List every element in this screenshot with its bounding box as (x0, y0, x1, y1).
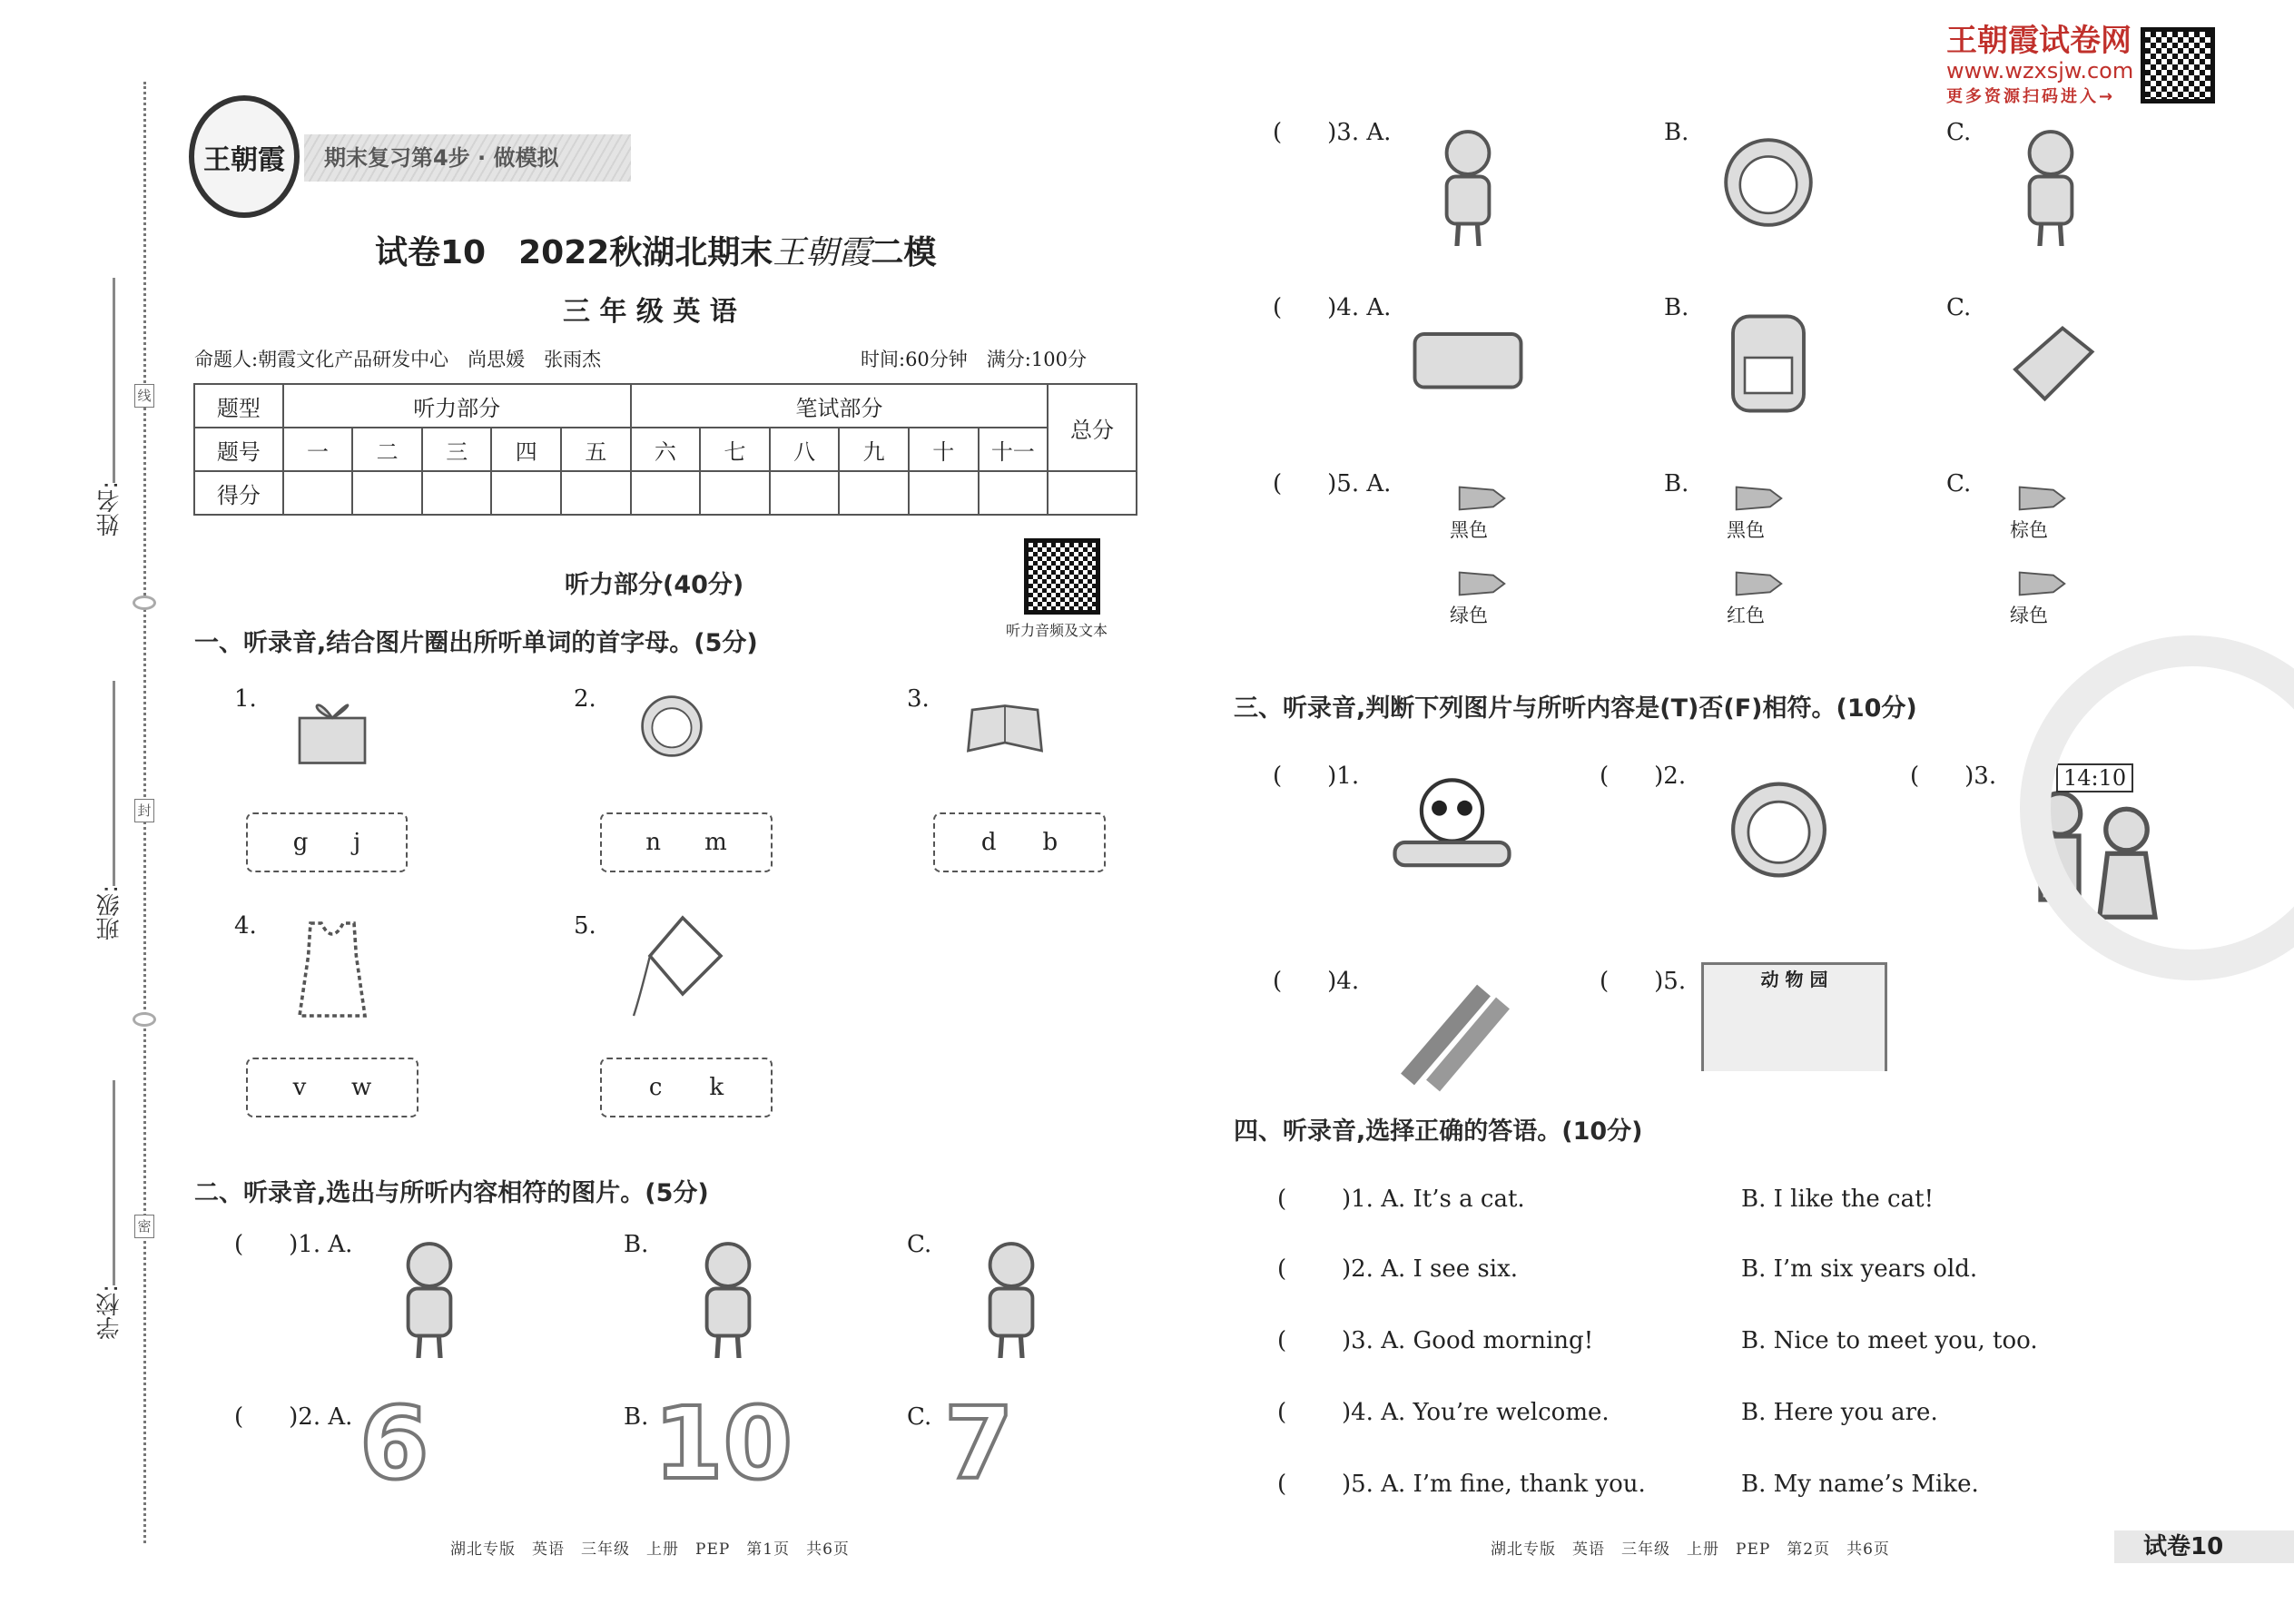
brand-qr-code[interactable] (2141, 27, 2215, 103)
letter-option[interactable]: n (645, 829, 661, 856)
answer-paren[interactable]: ( (1277, 1399, 1287, 1426)
question-row: ( )1. (1273, 763, 1360, 790)
kite-picture (608, 912, 735, 1021)
score-table: 题型 听力部分 笔试部分 总分 题号 一 二 三 四 五 六 七 八 九 十 十一 得分 (193, 383, 1137, 516)
option-a: )2. A. I see six. (1342, 1255, 1519, 1283)
option-c-label: C. (1946, 470, 1972, 497)
person-picture[interactable] (952, 1231, 1070, 1358)
clock-time: 14:10 (2056, 763, 2133, 792)
question-row: ( )4. (1273, 968, 1360, 995)
color-label: 绿色 (2010, 605, 2048, 626)
item-number: 3. (907, 685, 930, 713)
question-row: ( )5. A. (1273, 470, 1392, 497)
option-b-label: B. (1664, 119, 1689, 146)
swirl-icon (133, 595, 156, 610)
person-picture[interactable] (1409, 119, 1527, 246)
letter-option[interactable]: b (1042, 829, 1058, 856)
person-picture[interactable] (1992, 119, 2110, 246)
answer-paren[interactable]: ( (1277, 1327, 1287, 1354)
binding-mark: 密 (134, 1215, 154, 1238)
name-line (113, 278, 115, 483)
authors: 命题人:朝霞文化产品研发中心 尚思媛 张雨杰 (194, 349, 602, 370)
option-c-label: C. (907, 1231, 932, 1258)
girl-face-picture[interactable] (1704, 766, 1854, 893)
question-row: ( )1. A. (234, 1231, 353, 1258)
letter-option[interactable]: w (351, 1074, 372, 1101)
option-a: )5. A. I’m fine, thank you. (1342, 1471, 1646, 1498)
paper-tag: 试卷10 (2114, 1530, 2294, 1563)
section2-heading: 二、听录音,选出与所听内容相符的图片。(5分) (194, 1179, 709, 1207)
item-number: 4. (234, 912, 257, 940)
open-book-picture (941, 685, 1068, 767)
footer-left: 湖北专版 英语 三年级 上册 PEP 第1页 共6页 (450, 1540, 850, 1559)
letter-choice-box (600, 1058, 773, 1117)
letter-option[interactable]: j (353, 829, 361, 856)
item-number: 5. (574, 912, 596, 940)
question-row: ( )3. A. (1273, 119, 1392, 146)
binding-mark: 封 (134, 799, 154, 822)
pencil-box-picture[interactable] (1409, 294, 1527, 421)
class-line (113, 681, 115, 886)
number-picture[interactable]: 7 (944, 1385, 1014, 1501)
listening-heading: 听力部分(40分) (565, 571, 744, 599)
step-banner: 期末复习第4步 · 做模拟 (304, 134, 631, 182)
option-c-label: C. (907, 1403, 932, 1431)
color-label: 黑色 (1450, 519, 1488, 541)
footer-right: 湖北专版 英语 三年级 上册 PEP 第2页 共6页 (1491, 1540, 1890, 1559)
brand-logo: 王朝霞 (189, 95, 300, 218)
option-b-label: B. (624, 1403, 649, 1431)
person-picture[interactable] (669, 1231, 787, 1358)
eraser-picture[interactable] (1992, 294, 2110, 421)
letter-choice-box (246, 812, 408, 872)
pencils-picture[interactable] (1377, 971, 1527, 1098)
option-a: )4. A. You’re welcome. (1342, 1399, 1610, 1426)
girl-face-picture (608, 685, 735, 767)
gift-box-picture (269, 685, 396, 767)
option-b: B. Here you are. (1741, 1399, 1938, 1426)
person-picture[interactable] (370, 1231, 488, 1358)
backpack-picture[interactable] (1709, 294, 1827, 421)
letter-choice-box (246, 1058, 418, 1117)
option-c-label: C. (1946, 294, 1972, 321)
letter-option[interactable]: c (648, 1074, 663, 1101)
option-b: B. I like the cat! (1741, 1186, 1935, 1213)
subtitle: 三 年 级 英 语 (563, 296, 737, 328)
option-b: B. My name’s Mike. (1741, 1471, 1979, 1498)
exam-time-score: 时间:60分钟 满分:100分 (861, 349, 1087, 370)
watermark-seal (2020, 635, 2294, 980)
swirl-icon (133, 1012, 156, 1027)
option-a: )1. A. It’s a cat. (1342, 1186, 1525, 1213)
vest-picture (269, 912, 396, 1021)
page-title: 试卷10 2022秋湖北期末王朝霞二模 (375, 234, 937, 271)
question-row: ( )2. (1600, 763, 1687, 790)
color-label: 绿色 (1450, 605, 1488, 626)
section4-heading: 四、听录音,选择正确的答语。(10分) (1234, 1117, 1643, 1146)
letter-option[interactable]: v (292, 1074, 307, 1101)
option-c-label: C. (1946, 119, 1972, 146)
color-label: 棕色 (2010, 519, 2048, 541)
item-number: 2. (574, 685, 596, 713)
color-label: 红色 (1727, 605, 1765, 626)
answer-paren[interactable]: ( (1277, 1255, 1287, 1283)
school-line (113, 1080, 115, 1285)
option-b: B. I’m six years old. (1741, 1255, 1978, 1283)
question-row: ( )2. A. (234, 1403, 353, 1431)
letter-choice-box (933, 812, 1106, 872)
section1-heading: 一、听录音,结合图片圈出所听单词的首字母。(5分) (194, 629, 758, 657)
letter-option[interactable]: m (704, 829, 727, 856)
letter-choice-box (600, 812, 773, 872)
answer-paren[interactable]: ( (1277, 1186, 1287, 1213)
question-row: ( )3. (1910, 763, 1997, 790)
name-label: 姓名: (96, 481, 123, 536)
qr-caption: 听力音频及文本 (1006, 622, 1108, 639)
answer-paren[interactable]: ( (1277, 1471, 1287, 1498)
number-picture[interactable]: 6 (359, 1385, 429, 1501)
item-number: 1. (234, 685, 257, 713)
girl-face-picture[interactable] (1709, 119, 1827, 246)
school-label: 学校: (96, 1284, 123, 1340)
brand-block: 王朝霞试卷网 www.wzxsjw.com 更多资源扫码进入→ (1946, 23, 2134, 106)
zoo-gate-picture[interactable]: 动 物 园 (1701, 962, 1887, 1071)
binding-mark: 线 (134, 384, 154, 408)
question-row: ( )4. A. (1273, 294, 1392, 321)
panda-picture[interactable] (1377, 766, 1527, 893)
audio-qr-code[interactable] (1024, 538, 1100, 615)
option-b-label: B. (1664, 294, 1689, 321)
option-b-label: B. (1664, 470, 1689, 497)
section3-heading: 三、听录音,判断下列图片与所听内容是(T)否(F)相符。(10分) (1234, 694, 1917, 723)
question-row: ( )5. (1600, 968, 1687, 995)
letter-option[interactable]: g (292, 829, 309, 856)
class-label: 班级: (96, 885, 123, 940)
option-b-label: B. (624, 1231, 649, 1258)
letter-option[interactable]: k (709, 1074, 724, 1101)
letter-option[interactable]: d (980, 829, 997, 856)
color-label: 黑色 (1727, 519, 1765, 541)
number-picture[interactable]: 10 (654, 1385, 793, 1501)
option-a: )3. A. Good morning! (1342, 1327, 1594, 1354)
option-b: B. Nice to meet you, too. (1741, 1327, 2038, 1354)
